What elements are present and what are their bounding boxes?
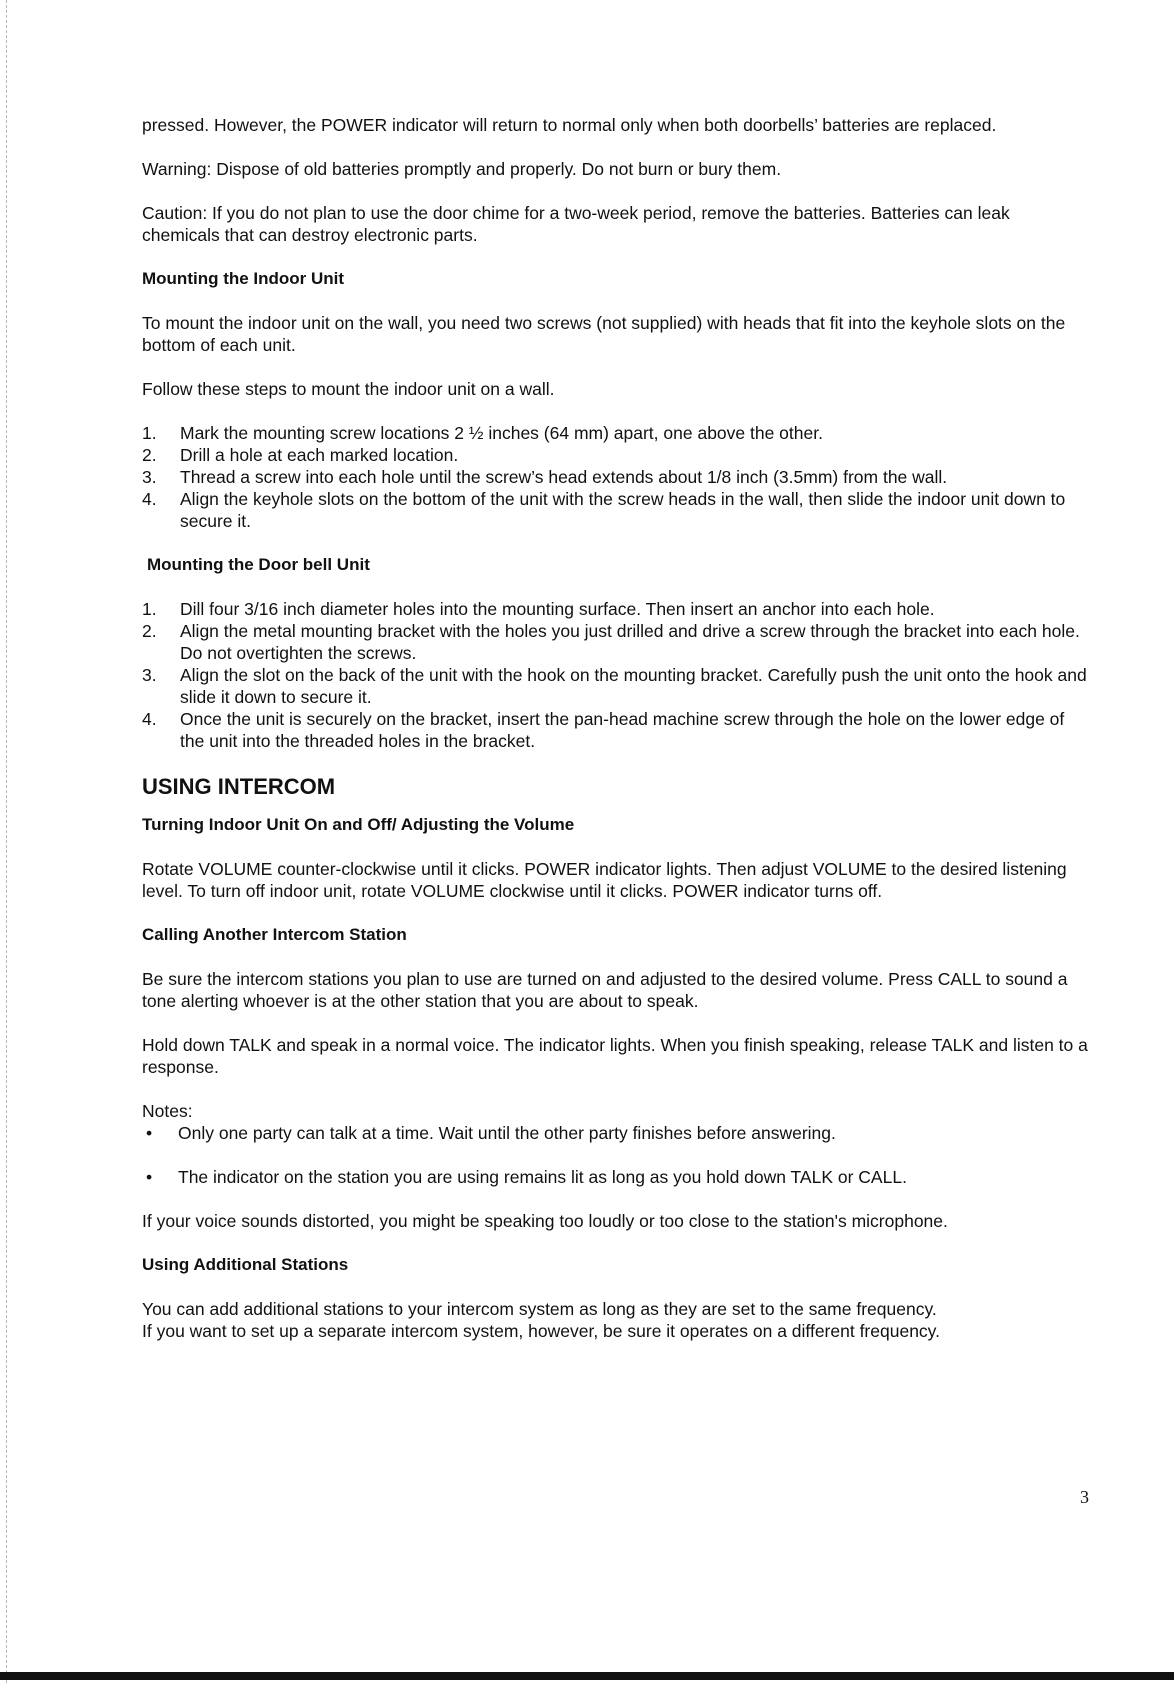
indoor-unit-steps: [142, 422, 1092, 532]
intercom-section-title: USING INTERCOM: [142, 774, 336, 799]
list-item: [142, 620, 1092, 664]
distortion-paragraph: If your voice sounds distorted, you might be speaking too loudly or too close to the station's microphone.: [142, 1211, 948, 1231]
additional-stations-line: You can add additional stations to your intercom system as long as they are set to the same frequency.: [142, 1299, 937, 1319]
volume-heading: Turning Indoor Unit On and Off/ Adjusting the Volume: [142, 815, 575, 834]
list-item: [142, 708, 1092, 752]
indoor-unit-heading: Mounting the Indoor Unit: [142, 269, 345, 288]
note-text: Only one party can talk at a time. Wait until the other party finishes before answering.: [178, 1123, 836, 1143]
note-text: The indicator on the station you are using remains lit as long as you hold down TALK or CALL.: [178, 1167, 907, 1187]
step-number: 4.: [142, 489, 157, 509]
list-item: [142, 1122, 1092, 1144]
step-text: Align the keyhole slots on the bottom of the unit with the screw heads in the wall, then slide the indoor unit down to secure it.: [180, 489, 1066, 531]
step-number: 3.: [142, 665, 157, 685]
step-number: 2.: [142, 621, 157, 641]
indoor-unit-paragraph: To mount the indoor unit on the wall, you need two screws (not supplied) with heads that fit into the keyhole slots on the bottom of each unit.: [142, 313, 1066, 355]
step-number: 1.: [142, 423, 157, 443]
bullet-icon: •: [146, 1123, 153, 1143]
manual-page: [142, 114, 1092, 1342]
bullet-icon: •: [146, 1167, 153, 1187]
list-item: [142, 1166, 1092, 1188]
calling-paragraph: Be sure the intercom stations you plan to use are turned on and adjusted to the desired volume. Press CALL to sound a tone alerting whoever is at the other station that you are about to speak.: [142, 969, 1068, 1011]
caution-paragraph: Caution: If you do not plan to use the door chime for a two-week period, remove the batteries. Batteries can leak chemicals that can destroy electronic parts.: [142, 203, 1010, 245]
talk-paragraph: Hold down TALK and speak in a normal voice. The indicator lights. When you finish speaking, release TALK and listen to a response.: [142, 1035, 1088, 1077]
list-item: [142, 598, 1092, 620]
step-text: Once the unit is securely on the bracket, insert the pan-head machine screw through the hole on the lower edge of the unit into the threaded holes in the bracket.: [180, 709, 1065, 751]
doorbell-unit-steps: [142, 598, 1092, 752]
step-text: Thread a screw into each hole until the screw’s head extends about 1/8 inch (3.5mm) from the wall.: [180, 467, 948, 487]
doorbell-unit-heading: Mounting the Door bell Unit: [147, 555, 370, 574]
step-text: Align the metal mounting bracket with the holes you just drilled and drive a screw through the bracket into each hole. Do not overtighten the screws.: [180, 621, 1080, 663]
indoor-unit-steps-intro: Follow these steps to mount the indoor unit on a wall.: [142, 379, 555, 399]
notes-label: Notes:: [142, 1101, 193, 1121]
scan-edge-bottom: [0, 1672, 1174, 1680]
additional-stations-line: If you want to set up a separate intercom system, however, be sure it operates on a different frequency.: [142, 1321, 940, 1341]
step-number: 4.: [142, 709, 157, 729]
page-number: 3: [1080, 1487, 1089, 1507]
list-item: [142, 444, 1092, 466]
scan-edge-left: [6, 0, 7, 1683]
calling-heading: Calling Another Intercom Station: [142, 925, 407, 944]
list-item: [142, 488, 1092, 532]
step-number: 1.: [142, 599, 157, 619]
additional-stations-heading: Using Additional Stations: [142, 1255, 349, 1274]
notes-list: [142, 1122, 1092, 1188]
intro-paragraph: pressed. However, the POWER indicator will return to normal only when both doorbells’ batteries are replaced.: [142, 115, 997, 135]
volume-paragraph: Rotate VOLUME counter-clockwise until it clicks. POWER indicator lights. Then adjust VOLUME to the desired listening level. To turn off indoor unit, rotate VOLUME clockwise until it clicks. POWER indicator turns off.: [142, 859, 1067, 901]
warning-paragraph: Warning: Dispose of old batteries promptly and properly. Do not burn or bury them.: [142, 159, 782, 179]
list-item: [142, 664, 1092, 708]
step-text: Align the slot on the back of the unit with the hook on the mounting bracket. Carefully push the unit onto the hook and slide it down to secure it.: [180, 665, 1087, 707]
step-number: 3.: [142, 467, 157, 487]
list-item: [142, 466, 1092, 488]
step-text: Mark the mounting screw locations 2 ½ inches (64 mm) apart, one above the other.: [180, 423, 823, 443]
step-text: Dill four 3/16 inch diameter holes into the mounting surface. Then insert an anchor into each hole.: [180, 599, 935, 619]
step-number: 2.: [142, 445, 157, 465]
step-text: Drill a hole at each marked location.: [180, 445, 459, 465]
list-item: [142, 422, 1092, 444]
